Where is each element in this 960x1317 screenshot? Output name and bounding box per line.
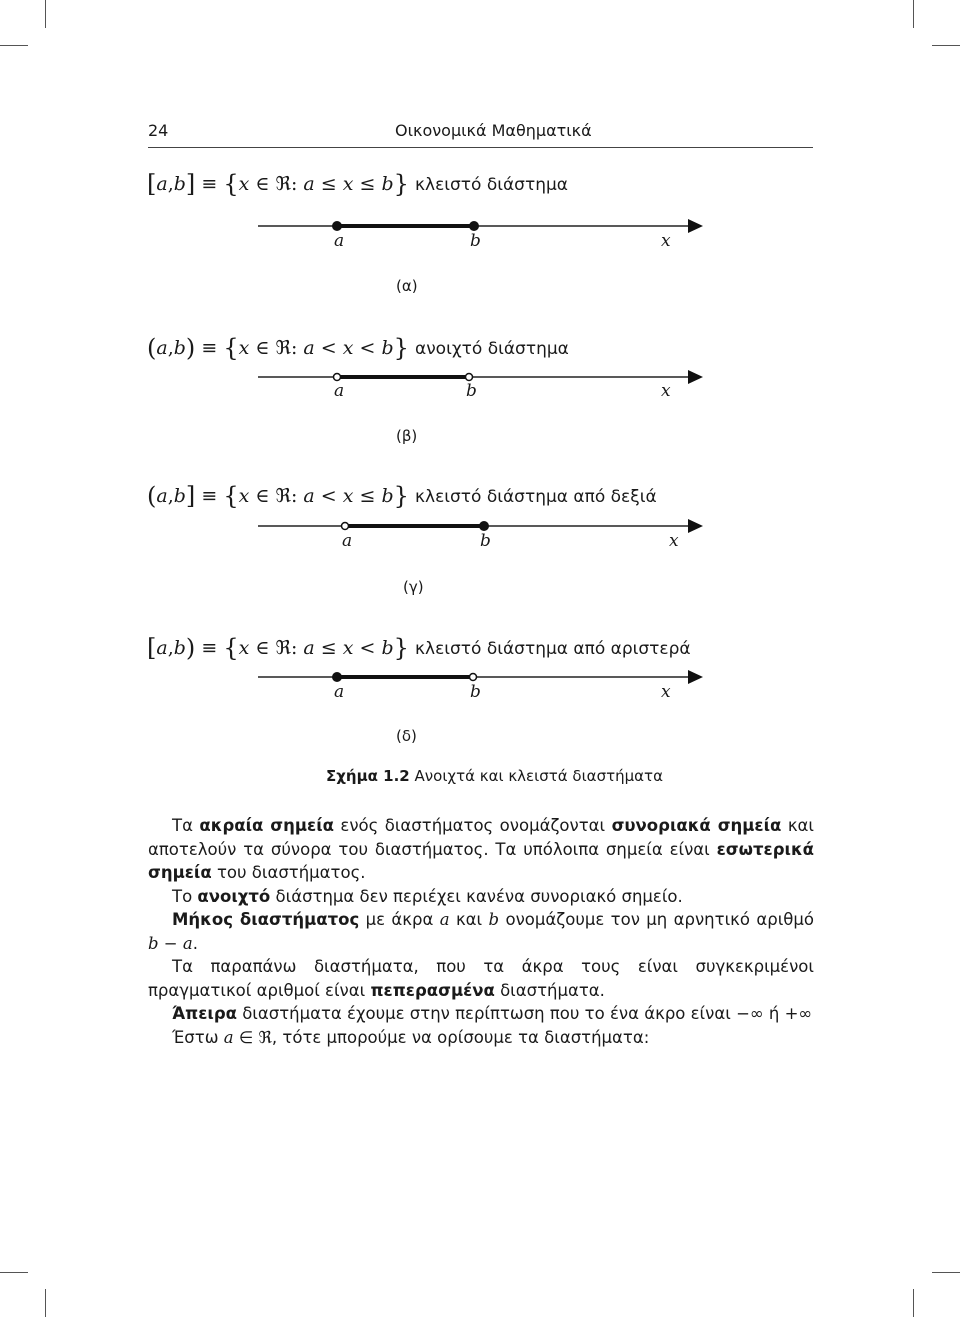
endpoint-b-closed bbox=[469, 221, 479, 231]
figure-caption bbox=[326, 767, 663, 785]
body-text bbox=[148, 814, 814, 1049]
paragraph-open-interval: Το ανοιχτό διάστημα δεν περιέχει κανένα συνοριακό σημείο. bbox=[172, 886, 683, 906]
figure-caption-label: Σχήμα 1.2 bbox=[326, 767, 410, 785]
endpoint-a-open bbox=[334, 374, 341, 381]
label-b: b bbox=[470, 231, 481, 251]
label-x: x bbox=[661, 682, 671, 702]
interval-definition-open: (a,b) ≡ {x ∈ ℜ: a < x < b} ανοιχτό διάστημα bbox=[147, 334, 569, 362]
interval-definition-left-closed: [a,b) ≡ {x ∈ ℜ: a ≤ x < b} κλειστό διάστημα από αριστερά bbox=[147, 634, 691, 662]
interval-definition-right-closed: (a,b] ≡ {x ∈ ℜ: a < x ≤ b} κλειστό διάστημα από δεξιά bbox=[147, 482, 657, 510]
paragraph-let-a: Έστω a ∈ ℜ, τότε μπορούμε να ορίσουμε τα διαστήματα: bbox=[172, 1027, 650, 1047]
subfigure-caption: (δ) bbox=[396, 727, 417, 745]
label-a: a bbox=[334, 231, 345, 251]
running-title: Οικονομικά Μαθηματικά bbox=[395, 121, 592, 140]
crop-mark bbox=[932, 1272, 960, 1273]
label-x: x bbox=[661, 381, 671, 401]
interval-description: ανοιχτό διάστημα bbox=[414, 339, 569, 359]
endpoint-b-open bbox=[466, 374, 473, 381]
label-a: a bbox=[334, 381, 345, 401]
paragraph-interval-length: Μήκος διαστήματος με άκρα a και b ονομάζουμε τον μη αρνητικό αριθμό b − a. bbox=[148, 910, 814, 953]
paragraph-boundary-points: Τα ακραία σημεία ενός διαστήματος ονομάζονται συνοριακά σημεία και αποτελούν τα σύνορα του διαστήματος. Τα υπόλοιπα σημεία είναι εσωτερικά σημεία του διαστήματος. bbox=[148, 816, 815, 882]
label-b: b bbox=[480, 531, 491, 551]
label-b: b bbox=[470, 682, 481, 702]
page-number: 24 bbox=[148, 121, 169, 140]
label-a: a bbox=[342, 531, 353, 551]
interval-description: κλειστό διάστημα από αριστερά bbox=[414, 639, 691, 659]
crop-mark bbox=[0, 1272, 28, 1273]
interval-definition-closed: [a,b] ≡ {x ∈ ℜ: a ≤ x ≤ b} κλειστό διάστημα bbox=[147, 170, 568, 198]
crop-mark bbox=[45, 1289, 46, 1317]
label-b: b bbox=[466, 381, 477, 401]
paragraph-infinite-intervals: Άπειρα διαστήματα έχουμε στην περίπτωση που το ένα άκρο είναι −∞ ή +∞ bbox=[172, 1004, 813, 1023]
paragraph-finite-intervals: Τα παραπάνω διαστήματα, που τα άκρα τους είναι συγκεκριμένοι πραγματικοί αριθμοί είναι πεπερασμένα διαστήματα. bbox=[148, 957, 814, 1000]
endpoint-b-open bbox=[470, 674, 477, 681]
crop-mark bbox=[913, 1289, 914, 1317]
label-a: a bbox=[334, 682, 345, 702]
figure-caption-text: Ανοιχτά και κλειστά διαστήματα bbox=[409, 767, 663, 785]
interval-description: κλειστό διάστημα από δεξιά bbox=[414, 487, 657, 507]
endpoint-a-open bbox=[342, 523, 349, 530]
label-x: x bbox=[661, 231, 671, 251]
interval-description: κλειστό διάστημα bbox=[414, 175, 568, 195]
subfigure-caption: (γ) bbox=[403, 578, 424, 596]
subfigure-caption: (β) bbox=[396, 427, 418, 445]
endpoint-b-closed bbox=[479, 521, 489, 531]
number-line-open bbox=[258, 370, 703, 384]
subfigure-caption: (α) bbox=[396, 277, 418, 295]
label-x: x bbox=[669, 531, 679, 551]
endpoint-a-closed bbox=[332, 221, 342, 231]
endpoint-a-closed bbox=[332, 672, 342, 682]
